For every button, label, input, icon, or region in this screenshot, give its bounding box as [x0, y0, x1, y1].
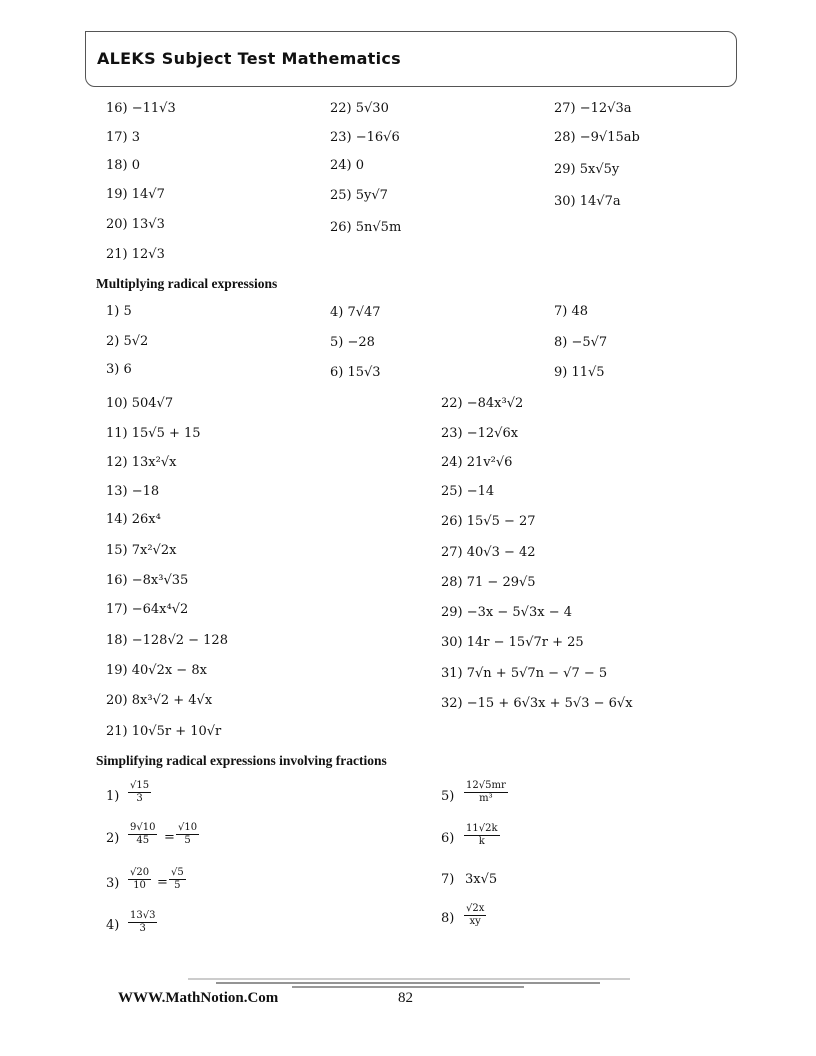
answer-number: 7) — [441, 872, 455, 887]
answer-item: 30) 14r − 15√7r + 25 — [441, 635, 584, 650]
numerator: √15 — [130, 780, 150, 791]
answer-item: 24) 0 — [330, 158, 365, 173]
answer-number: 5) — [441, 789, 455, 804]
section-title: Multiplying radical expressions — [96, 276, 278, 291]
answer-item: 8) −5√7 — [554, 335, 608, 350]
denominator: 3 — [139, 923, 146, 934]
answer-item: 23) −16√6 — [330, 130, 400, 145]
answer-item: 18) −128√2 − 128 — [106, 633, 228, 648]
answer-item: 5) −28 — [330, 335, 375, 350]
denominator: 45 — [136, 835, 150, 846]
answer-item: 31) 7√n + 5√7n − √7 − 5 — [441, 666, 608, 681]
equals-sign: = — [157, 875, 168, 890]
denominator: 3 — [136, 793, 143, 804]
answer-item: 27) −12√3a — [554, 101, 632, 116]
denominator: xy — [469, 916, 481, 927]
answer-item: 25) −14 — [441, 484, 495, 499]
answer-item: 4) 7√47 — [330, 305, 381, 320]
numerator: 9√10 — [130, 822, 156, 833]
answer-item: 12) 13x²√x — [106, 455, 177, 470]
denominator: 10 — [133, 880, 146, 891]
answer-number: 6) — [441, 831, 455, 846]
answer-item: 2) 5√2 — [106, 334, 149, 349]
denominator: m³ — [479, 793, 493, 804]
answer-item: 28) −9√15ab — [554, 130, 640, 145]
answer-item: 21) 10√5r + 10√r — [106, 724, 222, 739]
answer-item: 22) 5√30 — [330, 101, 389, 116]
answer-item: 10) 504√7 — [106, 396, 174, 411]
numerator: √5 — [171, 867, 184, 878]
answer-item: 29) −3x − 5√3x − 4 — [441, 605, 572, 620]
numerator: 13√3 — [130, 910, 156, 921]
page-number: 82 — [398, 990, 413, 1006]
denominator: 5 — [184, 835, 191, 846]
answer-number: 2) — [106, 831, 120, 846]
answer-number: 4) — [106, 918, 120, 933]
answer-item: 20) 13√3 — [106, 217, 165, 232]
numerator: 12√5mr — [466, 780, 506, 791]
answer-item: 9) 11√5 — [554, 365, 605, 380]
answer-number: 1) — [106, 789, 120, 804]
answer-item: 16) −8x³√35 — [106, 573, 189, 588]
answer-item: 22) −84x³√2 — [441, 396, 524, 411]
answer-item: 7) 48 — [554, 304, 589, 319]
numerator: √20 — [130, 867, 150, 878]
answer-item: 1) 5 — [106, 304, 132, 319]
answer-item: 24) 21v²√6 — [441, 455, 513, 470]
denominator: 5 — [174, 880, 181, 891]
answer-item: 3x√5 — [465, 872, 498, 887]
equals-sign: = — [164, 830, 175, 845]
section-title: Simplifying radical expressions involving fractions — [96, 753, 387, 768]
answer-item: 32) −15 + 6√3x + 5√3 − 6√x — [441, 696, 633, 711]
numerator: √10 — [178, 822, 198, 833]
answer-item: 19) 40√2x − 8x — [106, 663, 207, 678]
denominator: k — [478, 836, 485, 847]
answer-item: 13) −18 — [106, 484, 160, 499]
numerator: √2x — [466, 903, 485, 914]
answer-item: 25) 5y√7 — [330, 188, 388, 203]
answer-item: 21) 12√3 — [106, 247, 165, 262]
answer-item: 17) −64x⁴√2 — [106, 602, 189, 617]
answer-item: 26) 5n√5m — [330, 220, 402, 235]
answer-item: 18) 0 — [106, 158, 141, 173]
answer-item: 17) 3 — [106, 130, 141, 145]
answer-item: 28) 71 − 29√5 — [441, 575, 536, 590]
answer-number: 3) — [106, 876, 120, 891]
answer-item: 29) 5x√5y — [554, 162, 620, 177]
answer-item: 3) 6 — [106, 362, 132, 377]
answer-item: 16) −11√3 — [106, 101, 176, 116]
footer-website: WWW.MathNotion.Com — [118, 990, 279, 1006]
answer-item: 6) 15√3 — [330, 365, 381, 380]
answer-item: 11) 15√5 + 15 — [106, 426, 201, 441]
answer-number: 8) — [441, 911, 455, 926]
answer-item: 20) 8x³√2 + 4√x — [106, 693, 213, 708]
page-title: ALEKS Subject Test Mathematics — [97, 49, 402, 68]
answer-item: 23) −12√6x — [441, 426, 519, 441]
answer-item: 30) 14√7a — [554, 194, 621, 209]
answer-item: 27) 40√3 − 42 — [441, 545, 536, 560]
answer-item: 26) 15√5 − 27 — [441, 514, 536, 529]
answer-item: 15) 7x²√2x — [106, 543, 177, 558]
answer-item: 14) 26x⁴ — [106, 512, 161, 527]
numerator: 11√2k — [466, 823, 498, 834]
answer-item: 19) 14√7 — [106, 187, 165, 202]
